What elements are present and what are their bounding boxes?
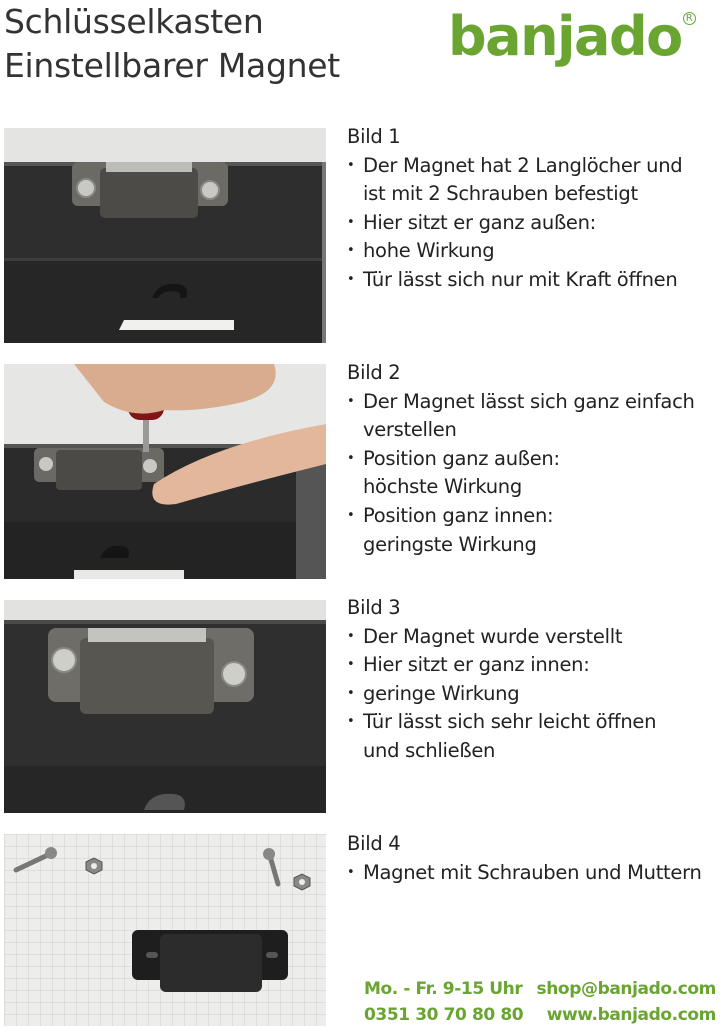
- list-item: • geringe Wirkung: [347, 680, 719, 709]
- list-item: • Tür lässt sich nur mit Kraft öffnen: [347, 266, 719, 295]
- list-item: • hohe Wirkung: [347, 237, 719, 266]
- page-title: [4, 0, 340, 88]
- logo-text: banjado: [448, 5, 682, 68]
- photo-bild-4: [4, 834, 326, 1026]
- footer-contact-right: [537, 976, 717, 1028]
- list-item: • Position ganz außen: höchste Wirkung: [347, 445, 719, 502]
- email-link[interactable]: shop@banjado.com: [536, 979, 716, 999]
- bullet-list: [347, 152, 719, 295]
- photo-bild-2: [4, 364, 326, 579]
- list-item: • Magnet mit Schrauben und Muttern: [347, 859, 719, 888]
- list-item: • Tür lässt sich sehr leicht öffnen und schließen: [347, 708, 719, 765]
- list-item: • Hier sitzt er ganz innen:: [347, 651, 719, 680]
- caption-heading: Bild 4: [347, 832, 401, 855]
- caption-heading: Bild 1: [347, 125, 401, 148]
- list-item: • Hier sitzt er ganz außen:: [347, 209, 719, 238]
- photo-bild-3: [4, 600, 326, 813]
- bullet-list: [347, 623, 719, 766]
- website-link[interactable]: www.banjado.com: [546, 1005, 716, 1025]
- footer-contact-left: [364, 976, 523, 1028]
- list-item: • Der Magnet wurde verstellt: [347, 623, 719, 652]
- caption-heading: Bild 2: [347, 361, 401, 384]
- list-item: • Position ganz innen: geringste Wirkung: [347, 502, 719, 559]
- banjado-logo: [448, 5, 693, 68]
- caption-bild-1: [347, 123, 719, 295]
- caption-heading: Bild 3: [347, 596, 401, 619]
- title-line-2: Einstellbarer Magnet: [4, 46, 340, 85]
- bullet-list: [347, 388, 719, 560]
- phone-number: 0351 30 70 80 80: [364, 1005, 524, 1025]
- title-line-1: Schlüsselkasten: [4, 2, 264, 41]
- list-item: • Der Magnet hat 2 Langlöcher und ist mit 2 Schrauben befestigt: [347, 152, 719, 209]
- bullet-list: [347, 859, 719, 888]
- caption-bild-2: [347, 359, 719, 559]
- caption-bild-3: [347, 594, 719, 766]
- list-item: • Der Magnet lässt sich ganz einfach verstellen: [347, 388, 719, 445]
- photo-bild-1: [4, 128, 326, 343]
- caption-bild-4: [347, 830, 719, 887]
- registered-mark: R: [683, 12, 696, 25]
- business-hours: Mo. - Fr. 9-15 Uhr: [364, 979, 523, 999]
